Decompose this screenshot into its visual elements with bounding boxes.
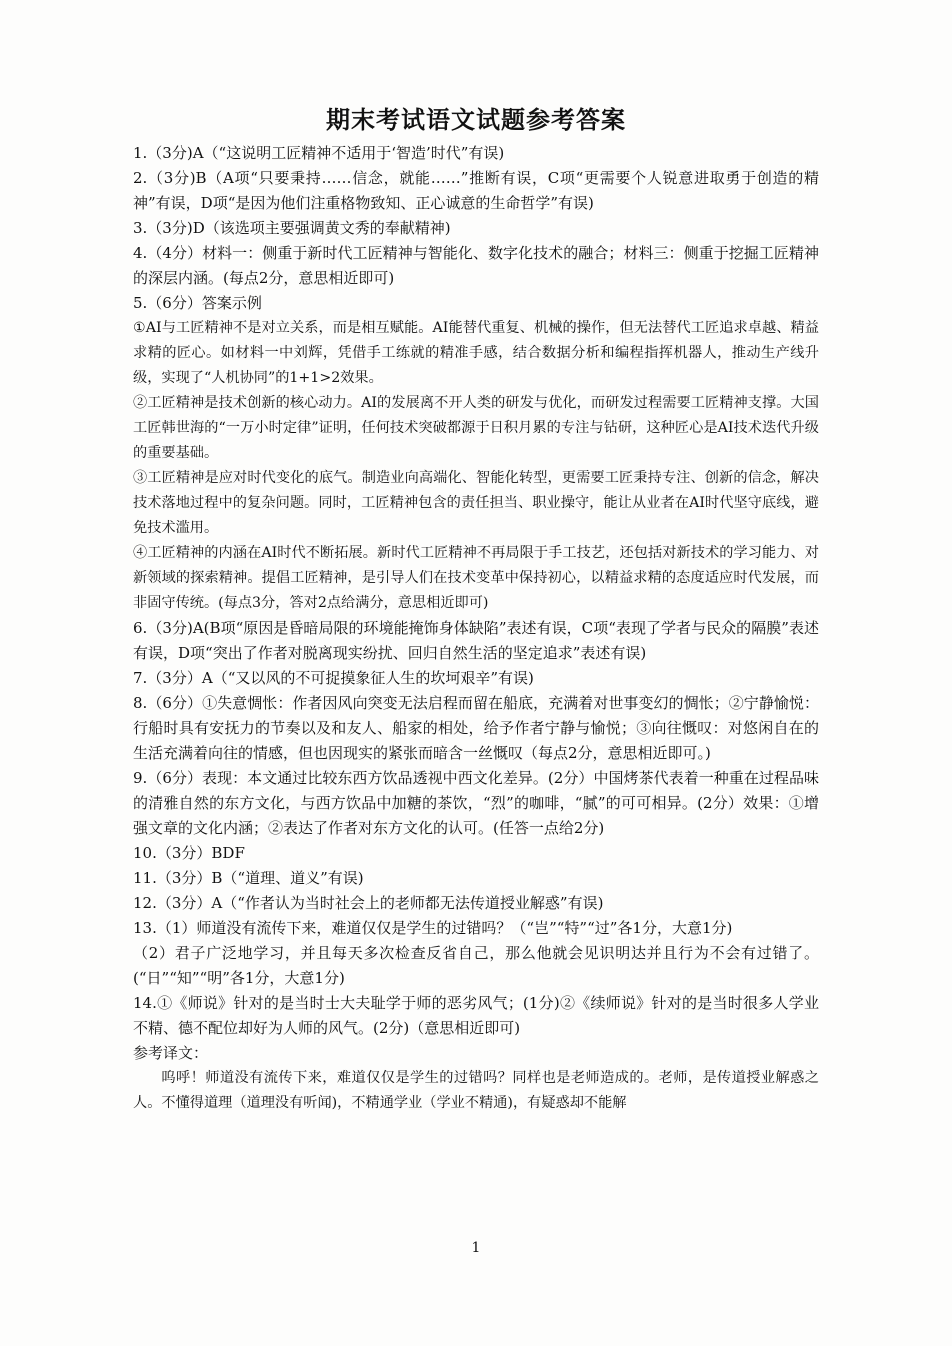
answer-item: 2.（3分)B（A项“只要秉持……信念，就能……”推断有误，C项“更需要个人锐意进取勇于创造的精神”有误，D项“是因为他们注重格物致知、正心诚意的生命哲学”有误) xyxy=(133,169,819,212)
answer-item: 8.（6分）①失意惆怅：作者因风向突变无法启程而留在船底，充满着对世事变幻的惆怅；②宁静愉悦：行船时具有安抚力的节奏以及和友人、船家的相处，给予作者宁静与愉悦；③向往慨叹：对悠闲自在的生活充满着向往的情感，但也因现实的紧张而暗含一丝慨叹（每点2分，意思相近即可。) xyxy=(133,694,819,762)
answer-item: 1.（3分)A（“这说明工匠精神不适用于‘智造’时代”有误) xyxy=(133,144,505,162)
answer-item: 4.（4分）材料一：侧重于新时代工匠精神与智能化、数字化技术的融合；材料三：侧重于挖掘工匠精神的深层内涵。(每点2分，意思相近即可) xyxy=(133,244,819,287)
answer-item: 6.（3分)A(B项“原因是昏暗局限的环境能掩饰身体缺陷”表述有误，C项“表现了学者与民众的隔膜”表述有误，D项“突出了作者对脱离现实纷扰、回归自然生活的坚定追求”表述有误) xyxy=(133,619,819,662)
answer-item: 7.（3分）A（“又以风的不可捉摸象征人生的坎坷艰辛”有误) xyxy=(133,669,534,687)
answer-example-paragraph: ③工匠精神是应对时代变化的底气。制造业向高端化、智能化转型，更需要工匠秉持专注、创新的信念，解决技术落地过程中的复杂问题。同时，工匠精神包含的责任担当、职业操守，能让从业者在AI时代坚守底线，避免技术滥用。 xyxy=(133,470,819,536)
document-title: 期末考试语文试题参考答案 xyxy=(326,106,626,134)
answer-example-paragraph: ①AI与工匠精神不是对立关系，而是相互赋能。AI能替代重复、机械的操作，但无法替代工匠追求卓越、精益求精的匠心。如材料一中刘辉，凭借手工练就的精准手感，结合数据分析和编程指挥机器人，推动生产线升级，实现了“人机协同”的1+1>2效果。 xyxy=(133,320,819,386)
translation-paragraph: 呜呼！师道没有流传下来，难道仅仅是学生的过错吗？同样也是老师造成的。老师，是传道授业解惑之人。不懂得道理（道理没有听闻)，不精通学业（学业不精通)，有疑惑却不能解 xyxy=(133,1070,819,1111)
answer-item: 3.（3分)D（该选项主要强调黄文秀的奉献精神) xyxy=(133,219,451,237)
answer-item: 9.（6分）表现：本文通过比较东西方饮品透视中西文化差异。(2分）中国烤茶代表着一种重在过程品味的清雅自然的东方文化，与西方饮品中加糖的茶饮，“烈”的咖啡，“腻”的可可相异。(2分）效果：①增强文章的文化内涵；②表达了作者对东方文化的认可。(任答一点给2分) xyxy=(133,769,819,837)
answer-example-paragraph: ④工匠精神的内涵在AI时代不断拓展。新时代工匠精神不再局限于手工技艺，还包括对新技术的学习能力、对新领域的探索精神。提倡工匠精神，是引导人们在技术变革中保持初心，以精益求精的态度适应时代发展，而非固守传统。(每点3分，答对2点给满分，意思相近即可) xyxy=(133,545,819,611)
answer-item: （2）君子广泛地学习，并且每天多次检查反省自己，那么他就会见识明达并且行为不会有过错了。(“日”“知”“明”各1分，大意1分) xyxy=(133,944,819,987)
answer-item: 13.（1）师道没有流传下来，难道仅仅是学生的过错吗？（“岂”“特”“过”各1分，大意1分) xyxy=(133,919,733,937)
answer-item: 5.（6分）答案示例 xyxy=(133,294,262,312)
translation-heading: 参考译文： xyxy=(133,1044,209,1062)
answer-item: 10.（3分）BDF xyxy=(133,844,245,862)
answer-example-paragraph: ②工匠精神是技术创新的核心动力。AI的发展离不开人类的研发与优化，而研发过程需要工匠精神支撑。大国工匠韩世海的“一万小时定律”证明，任何技术突破都源于日积月累的专注与钻研，这种匠心是AI技术迭代升级的重要基础。 xyxy=(133,395,819,461)
answer-item: 14.①《师说》针对的是当时士大夫耻学于师的恶劣风气；(1分)②《续师说》针对的是当时很多人学业不精、德不配位却好为人师的风气。(2分)（意思相近即可) xyxy=(133,994,819,1037)
page-number: 1 xyxy=(471,1240,481,1256)
answer-item: 11.（3分）B（“道理、道义”有误) xyxy=(133,869,364,887)
answer-item: 12.（3分）A（“作者认为当时社会上的老师都无法传道授业解惑”有误) xyxy=(133,894,604,912)
answer-body xyxy=(133,141,819,1116)
